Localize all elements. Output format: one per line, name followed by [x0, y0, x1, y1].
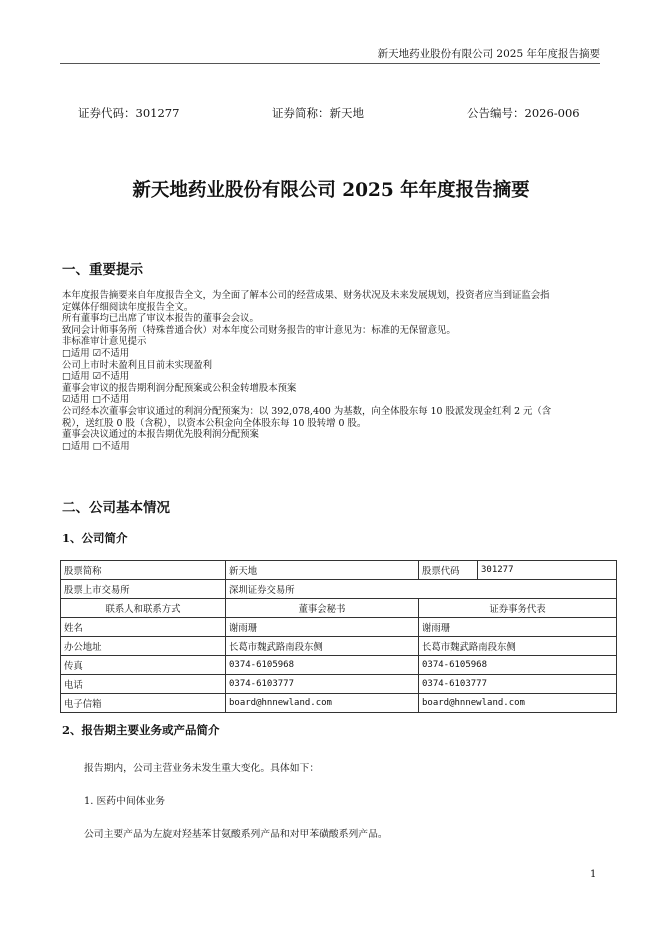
company-profile-table — [60, 560, 617, 713]
important-notes-body — [62, 290, 602, 452]
table-cell: 长葛市魏武路南段东侧 — [419, 637, 617, 656]
running-header: 新天地药业股份有限公司 2025 年年度报告摘要 — [377, 48, 600, 60]
notice-number: 公告编号：2026-006 — [467, 106, 580, 120]
notes-line: ☑适用 □不适用 — [62, 394, 130, 406]
notes-line: 本年度报告摘要来自年度报告全文，为全面了解本公司的经营成果、财务状况及未来发展规划，投资者应当到证监会指 — [62, 290, 550, 301]
notes-line: 所有董事均已出席了审议本报告的董事会会议。 — [62, 313, 259, 325]
notes-line: 非标准审计意见提示 — [62, 336, 147, 348]
table-cell: 姓名 — [61, 618, 226, 637]
table-cell: 0374-6105968 — [419, 656, 617, 675]
notes-line: □适用 □不适用 — [62, 440, 130, 452]
notes-line: 税），送红股 0 股（含税），以资本公积金向全体股东每 10 股转增 0 股。 — [62, 417, 367, 429]
section-heading-company-info: 二、公司基本情况 — [62, 500, 170, 516]
table-cell: 深圳证券交易所 — [226, 580, 617, 599]
table-cell: board@hnnewland.com — [226, 694, 419, 713]
section-heading-important-notes: 一、重要提示 — [62, 262, 143, 278]
document-title: 新天地药业股份有限公司 2025 年年度报告摘要 — [132, 180, 530, 201]
notes-line: 公司经本次董事会审议通过的利润分配预案为：以 392,078,400 为基数，向全体股东每 10 股派发现金红利 2 元（含 — [62, 405, 552, 417]
table-row — [61, 618, 617, 637]
notes-line: 致同会计师事务所（特殊普通合伙）对本年度公司财务报告的审计意见为：标准的无保留意见。 — [62, 324, 456, 336]
table-cell: 传真 — [61, 656, 226, 675]
table-cell: board@hnnewland.com — [419, 694, 617, 713]
table-cell: 电子信箱 — [61, 694, 226, 713]
table-header-cell: 证券事务代表 — [419, 599, 617, 618]
notes-line: 公司上市时未盈利且目前未实现盈利 — [62, 359, 213, 371]
notes-line: □适用 ☑不适用 — [62, 371, 130, 383]
table-header-cell: 董事会秘书 — [226, 599, 419, 618]
table-row — [61, 694, 617, 713]
table-header-cell: 联系人和联系方式 — [61, 599, 226, 618]
table-cell: 办公地址 — [61, 637, 226, 656]
table-cell: 301277 — [478, 561, 617, 580]
table-row — [61, 675, 617, 694]
security-short-name: 证券简称：新天地 — [272, 106, 364, 120]
table-cell: 谢雨珊 — [226, 618, 419, 637]
table-row — [61, 656, 617, 675]
business-intro-paragraph: 报告期内，公司主营业务未发生重大变化。具体如下： — [84, 763, 320, 774]
notes-line: 定媒体仔细阅读年度报告全文。 — [62, 301, 194, 313]
table-cell: 股票上市交易所 — [61, 580, 226, 599]
table-cell: 长葛市魏武路南段东侧 — [226, 637, 419, 656]
business-item-pharma-intermediates: 1. 医药中间体业务 — [84, 796, 166, 807]
notes-line: 董事会审议的报告期利润分配预案或公积金转增股本预案 — [62, 382, 297, 394]
security-code: 证券代码：301277 — [78, 106, 180, 120]
header-divider — [60, 63, 600, 64]
table-row — [61, 599, 617, 618]
table-cell: 股票简称 — [61, 561, 226, 580]
table-cell: 新天地 — [226, 561, 419, 580]
product-paragraph: 公司主要产品为左旋对羟基苯甘氨酸系列产品和对甲苯磺酸系列产品。 — [84, 829, 388, 840]
page-number: 1 — [590, 869, 597, 880]
table-row — [61, 561, 617, 580]
table-row — [61, 637, 617, 656]
table-cell: 0374-6105968 — [226, 656, 419, 675]
notes-line: □适用 ☑不适用 — [62, 347, 130, 359]
table-cell: 0374-6103777 — [419, 675, 617, 694]
table-cell: 股票代码 — [419, 561, 478, 580]
subsection-heading-company-profile: 1、公司简介 — [62, 531, 128, 545]
table-cell: 0374-6103777 — [226, 675, 419, 694]
subsection-heading-main-business: 2、报告期主要业务或产品简介 — [62, 723, 220, 737]
table-row — [61, 580, 617, 599]
notes-line: 董事会决议通过的本报告期优先股利润分配预案 — [62, 429, 259, 441]
table-cell: 谢雨珊 — [419, 618, 617, 637]
table-cell: 电话 — [61, 675, 226, 694]
